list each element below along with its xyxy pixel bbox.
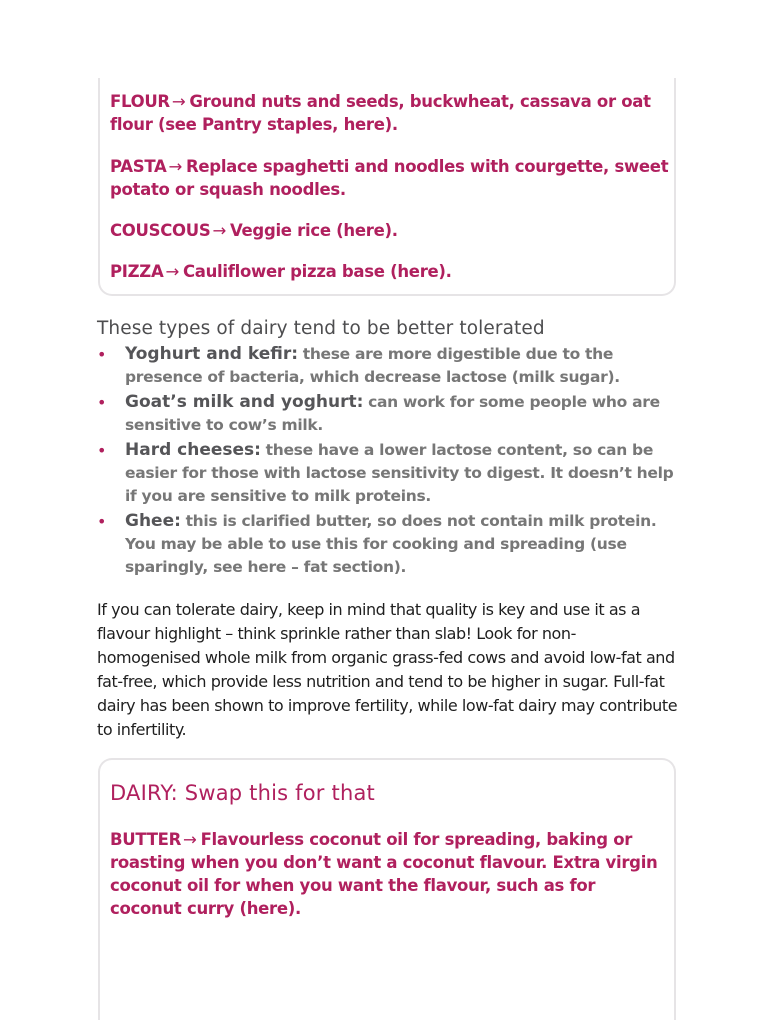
dairy-list <box>97 343 677 581</box>
dairy-desc: these have a lower lactose content, so can be easier for those with lactose sensitivity to digest. It doesn’t help if you are sensitive to milk proteins. <box>125 441 674 505</box>
dairy-desc: this is clarified butter, so does not contain milk protein. You may be able to use this for cooking and spreading (use sparingly, see here – fat section). <box>125 512 657 576</box>
swap-couscous <box>110 219 670 242</box>
dairy-term: Yoghurt and kefir: <box>125 344 299 364</box>
dairy-desc: these are more digestible due to the presence of bacteria, which decrease lactose (milk sugar). <box>125 345 620 386</box>
list-item <box>97 391 677 437</box>
dairy-term: Hard cheeses: <box>125 440 261 460</box>
list-item <box>97 343 677 389</box>
swap-text: Veggie rice (here). <box>229 221 398 240</box>
dairy-tolerance-heading: These types of dairy tend to be better tolerated <box>97 318 545 339</box>
list-item <box>97 439 677 508</box>
swap-term: PIZZA <box>110 262 164 281</box>
swap-term: COUSCOUS <box>110 221 211 240</box>
dairy-term: Ghee: <box>125 511 181 531</box>
swap-butter <box>110 828 670 920</box>
arrow-icon: → <box>168 157 183 176</box>
bullet-icon: • <box>97 441 107 460</box>
swap-text: Replace spaghetti and noodles with courgette, sweet potato or squash noodles. <box>110 157 669 199</box>
swap-flour <box>110 90 670 136</box>
bullet-icon: • <box>97 345 107 364</box>
arrow-icon: → <box>212 221 226 240</box>
swap-term: PASTA <box>110 157 167 176</box>
swap-text: Cauliflower pizza base (here). <box>182 262 452 281</box>
swap-pasta <box>110 155 670 201</box>
bullet-icon: • <box>97 393 107 412</box>
arrow-icon: → <box>171 92 186 111</box>
swap-text: Ground nuts and seeds, buckwheat, cassava or oat flour (see Pantry staples, here). <box>110 92 651 134</box>
arrow-icon: → <box>183 830 197 849</box>
swap-pizza <box>110 260 670 283</box>
dairy-swap-title: DAIRY: Swap this for that <box>110 781 375 805</box>
bullet-icon: • <box>97 512 107 531</box>
dairy-term: Goat’s milk and yoghurt: <box>125 392 364 412</box>
swap-text: Flavourless coconut oil for spreading, baking or roasting when you don’t want a coconut flavour. Extra virgin coconut oil for when you want the flavour, such as for coconut curry (here). <box>110 830 658 918</box>
arrow-icon: → <box>165 262 179 281</box>
swap-term: FLOUR <box>110 92 170 111</box>
dairy-desc: can work for some people who are sensitive to cow’s milk. <box>125 393 660 434</box>
list-item <box>97 510 677 579</box>
swap-term: BUTTER <box>110 830 182 849</box>
dairy-quality-paragraph: If you can tolerate dairy, keep in mind that quality is key and use it as a flavour highlight – think sprinkle rather than slab! Look for non-homogenised whole milk from organic grass-fed cows and avoid low-fat and fat-free, which provide less nutrition and tend to be higher in sugar. Full-fat dairy has been shown to improve fertility, while low-fat dairy may contribute to infertility. <box>97 600 678 739</box>
